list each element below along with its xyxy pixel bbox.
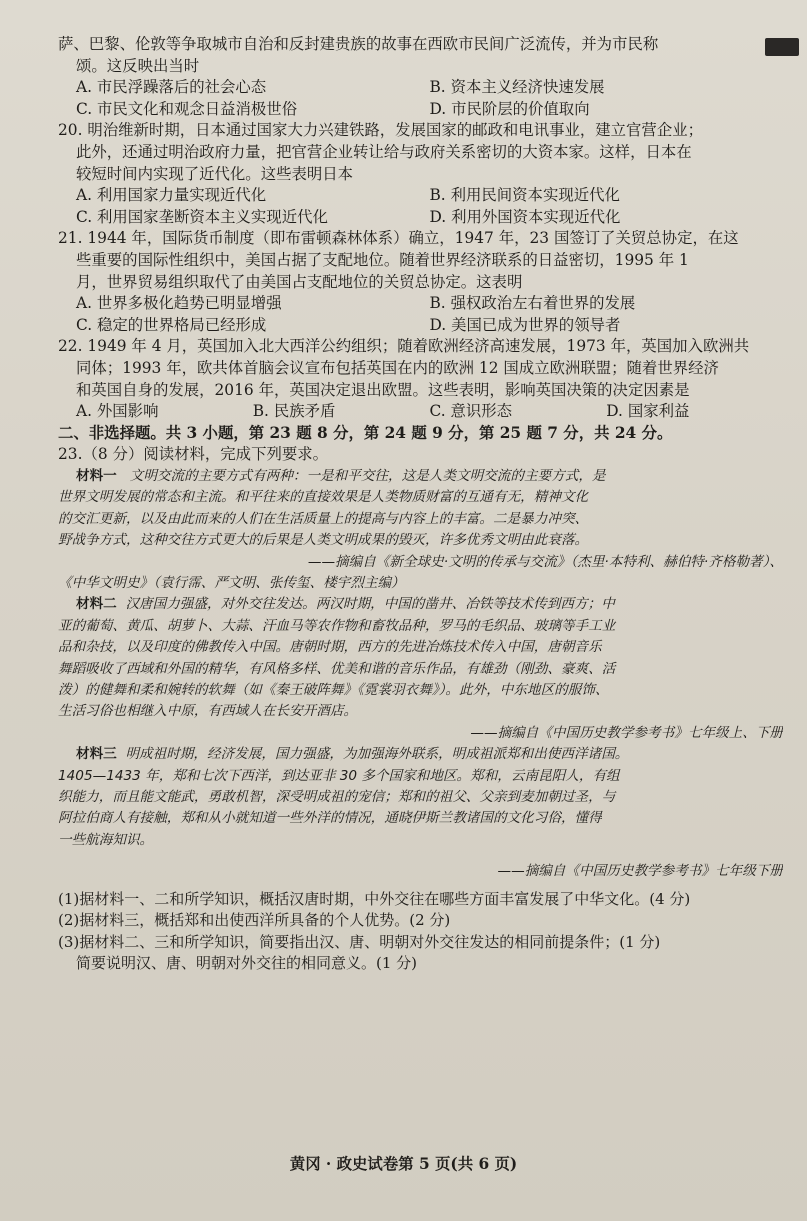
q20-options	[58, 185, 783, 207]
q21-option-c: C. 稳定的世界格局已经形成	[76, 315, 267, 334]
material-2-line: 生活习俗也相继入中原，有西域人在长安开酒店。	[58, 703, 358, 720]
q22-stem-line: 和英国自身的发展，2016 年，英国决定退出欧盟。这些表明，影响英国决策的决定因素是	[76, 380, 690, 399]
material-3-line: 1405—1433 年，郑和七次下西洋，到达亚非 30 多个国家和地区。郑和，云南昆阳人，有组	[58, 767, 620, 784]
material-3-line: 织能力，而且能文能武，勇敢机智，深受明成祖的宠信；郑和的祖父、父亲到麦加朝过圣，与	[58, 788, 616, 805]
subquestion-3-part-2: 简要说明汉、唐、明朝对外交往的相同意义。(1 分)	[76, 954, 418, 973]
material-3-line: 阿拉伯商人有接触，郑和从小就知道一些外洋的情况，通晓伊斯兰教诸国的文化习俗，懂得	[58, 810, 602, 827]
q19-options	[58, 99, 783, 121]
q23-subquestions	[58, 889, 783, 975]
q21-option-b: B. 强权政治左右着世界的发展	[429, 294, 636, 313]
q19-option-b: B. 资本主义经济快速发展	[429, 78, 605, 97]
material-2-line: 品和杂技，以及印度的佛教传入中国。唐朝时期，西方的先进冶炼技术传入中国，唐朝音乐	[58, 639, 602, 656]
q19-stem-line: 萨、巴黎、伦敦等争取城市自治和反封建贵族的故事在西欧市民间广泛流传，并为市民称	[58, 35, 659, 53]
q20-stem-line: 此外，还通过明治政府力量，把官营企业转让给与政府关系密切的大资本家。这样，日本在	[76, 142, 692, 161]
material-2	[58, 594, 783, 744]
q23-intro: 23.（8 分）阅读材料，完成下列要求。	[58, 445, 329, 464]
material-1-line: 的交汇更新，以及由此而来的人们在生活质量上的提高与内容上的丰富。二是暴力冲突、	[58, 510, 589, 527]
q19-option-a: A. 市民浮躁落后的社会心态	[76, 78, 267, 97]
q20-option-c: C. 利用国家垄断资本主义实现近代化	[76, 207, 328, 226]
q19-options	[58, 77, 783, 99]
q20-option-a: A. 利用国家力量实现近代化	[76, 186, 267, 205]
section-2-heading: 二、非选择题。共 3 小题，第 23 题 8 分，第 24 题 9 分，第 25 题 7 分，共 24 分。	[58, 423, 673, 442]
q20-option-d: D. 利用外国资本实现近代化	[429, 207, 621, 226]
q19-stem-line: 颂。这反映出当时	[76, 56, 200, 75]
q22-option-d: D. 国家利益	[606, 402, 690, 421]
q20-options	[58, 207, 783, 229]
material-2-line: 舞蹈吸收了西域和外国的精华，有风格多样、优美和谐的音乐作品，有雄劲（刚劲、豪爽、活	[58, 660, 616, 677]
q21-options	[58, 315, 783, 337]
material-1-source: 《中华文明史》（袁行霈、严文明、张传玺、楼宇烈主编）	[58, 574, 405, 591]
q22-option-c: C. 意识形态	[429, 402, 513, 421]
material-1-line: 野战争方式，这种交往方式更大的后果是人类文明成果的毁灭，许多优秀文明由此衰落。	[58, 532, 589, 549]
q21-stem-line: 月，世界贸易组织取代了由美国占支配地位的关贸总协定。这表明	[76, 272, 523, 291]
q22-options	[58, 401, 783, 423]
subquestion-1: (1)据材料一、二和所学知识，概括汉唐时期，中外交往在哪些方面丰富发展了中华文化。(4 分)	[58, 889, 691, 908]
q21-option-d: D. 美国已成为世界的领导者	[429, 315, 621, 334]
q19-option-c: C. 市民文化和观念日益消极世俗	[76, 99, 298, 118]
material-3	[58, 744, 783, 882]
material-1-label: 材料一	[76, 467, 117, 484]
q21-stem-line: 21. 1944 年，国际货币制度（即布雷顿森林体系）确立，1947 年，23 国签订了关贸总协定，在这	[58, 229, 739, 248]
q22-stem-line: 22. 1949 年 4 月，英国加入北大西洋公约组织；随着欧洲经济高速发展，1973 年，英国加入欧洲共	[58, 337, 750, 356]
material-1-source: ——摘编自《新全球史·文明的传承与交流》（杰里·本特利、赫伯特·齐格勒著）、	[307, 553, 783, 570]
q19-option-d: D. 市民阶层的价值取向	[429, 99, 590, 118]
q22-option-a: A. 外国影响	[76, 402, 159, 421]
q22-stem-line: 同体；1993 年，欧共体首脑会议宣布包括英国在内的欧洲 12 国成立欧洲联盟；随着世界经济	[76, 358, 719, 377]
material-3-line: 明成祖时期，经济发展，国力强盛，为加强海外联系，明成祖派郑和出使西洋诸国。	[125, 746, 629, 763]
q20-stem-line: 20. 明治维新时期，日本通过国家大力兴建铁路，发展国家的邮政和电讯事业，建立官营企业；	[58, 121, 703, 140]
q21-options	[58, 293, 783, 315]
material-3-line: 一些航海知识。	[58, 831, 154, 848]
material-2-line: 泼）的健舞和柔和婉转的软舞（如《秦王破阵舞》《霓裳羽衣舞》）。此外，中东地区的服饰、	[58, 681, 609, 698]
material-1-line: 世界文明发展的常态和主流。和平往来的直接效果是人类物质财富的互通有无，精神文化	[58, 489, 589, 506]
material-2-line: 汉唐国力强盛，对外交往发达。两汉时期，中国的凿井、冶铁等技术传到西方；中	[125, 596, 615, 613]
material-2-source: ——摘编自《中国历史教学参考书》七年级上、下册	[470, 724, 783, 741]
material-2-label: 材料二	[76, 596, 117, 613]
material-1	[58, 466, 783, 594]
q21-stem-line: 些重要的国际性组织中，美国占据了支配地位。随着世界经济联系的日益密切，1995 年 1	[76, 250, 689, 269]
material-1-line: 文明交流的主要方式有两种：一是和平交往，这是人类文明交流的主要方式，是	[129, 467, 606, 484]
material-3-label: 材料三	[76, 746, 117, 763]
material-3-source: ——摘编自《中国历史教学参考书》七年级下册	[497, 863, 783, 880]
page-footer: 黄冈 · 政史试卷第 5 页(共 6 页)	[289, 1155, 518, 1173]
subquestion-3: (3)据材料二、三和所学知识，简要指出汉、唐、明朝对外交往发达的相同前提条件；(1 分)	[58, 932, 661, 951]
q20-option-b: B. 利用民间资本实现近代化	[429, 186, 620, 205]
subquestion-2: (2)据材料三，概括郑和出使西洋所具备的个人优势。(2 分)	[58, 911, 451, 930]
q20-stem-line: 较短时间内实现了近代化。这些表明日本	[76, 164, 354, 183]
q21-option-a: A. 世界多极化趋势已明显增强	[76, 294, 282, 313]
q22-option-b: B. 民族矛盾	[252, 402, 336, 421]
page-content	[58, 34, 783, 975]
material-2-line: 亚的葡萄、黄瓜、胡萝卜、大蒜、汗血马等农作物和畜牧品种，罗马的毛织品、玻璃等手工业	[58, 617, 616, 634]
